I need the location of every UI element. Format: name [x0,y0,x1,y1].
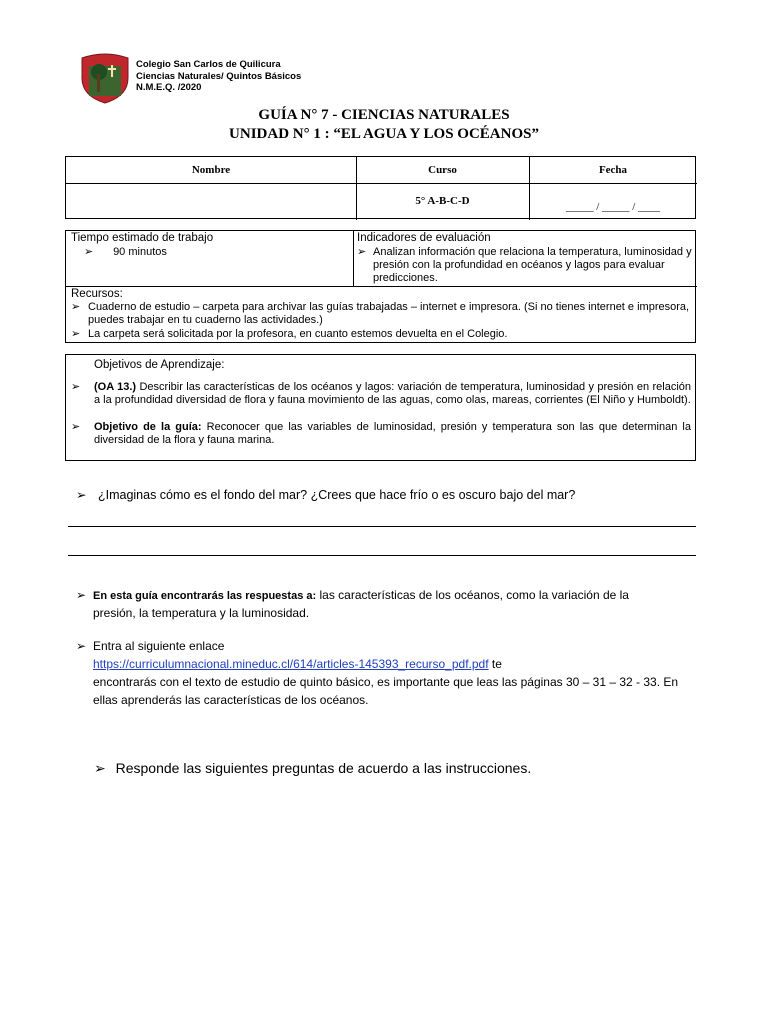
link-text: encontrarás con el texto de estudio de quinto básico, es importante que leas las páginas 30 – 31 – 32 - 33. En ellas aprenderás las características de los océanos. [93,675,679,707]
intro-question [76,487,575,502]
header-nombre: Nombre [191,164,231,176]
school-shield-icon [80,52,130,104]
resource-link[interactable]: https://curriculumnacional.mineduc.cl/614/articles-145393_recurso_pdf.pdf [93,657,489,671]
answers-intro-text: las características de los océanos, como la variación de la presión, la temperatura y la luminosidad. [93,588,629,620]
fecha-field[interactable]: _____ / _____ / ____ [565,201,661,213]
school-name: Colegio San Carlos de Quilicura [136,59,281,70]
link-after: te [488,657,502,671]
curso-value: 5° A-B-C-D [415,195,470,207]
objectives-box [65,354,696,461]
school-code: N.M.E.Q. /2020 [136,82,202,93]
time-title: Tiempo estimado de trabajo [71,232,214,244]
guide-label: Objetivo de la guía: [94,421,202,433]
answers-intro-bold: En esta guía encontrarás las respuestas a: [93,590,317,602]
guide-objective-item [71,421,691,447]
header-curso: Curso [428,164,457,176]
bullet-icon: ➢ [76,639,87,653]
resource-text-1: Cuaderno de estudio – carpeta para archivar las guías trabajadas – internet e impresora. (Si no tienes internet e impresora, puedes trabajar en tu cuaderno las actividades.) [88,301,690,326]
bullet-icon: ➢ [357,246,367,258]
indicator-text: Analizan información que relaciona la temperatura, luminosidad y presión con la profundidad en océanos y lagos para evaluar predicciones. [373,246,692,284]
link-intro: Entra al siguiente enlace [93,639,225,653]
bullet-icon: ➢ [71,301,81,313]
header-fecha: Fecha [598,164,628,176]
work-info-box [65,230,696,343]
time-item [84,246,167,259]
oa-label: (OA 13.) [94,381,137,393]
resource-item [71,301,691,327]
page-title [0,106,768,144]
bullet-icon: ➢ [76,488,87,502]
guide-text: Reconocer que las variables de luminosidad, presión y temperatura son las que determinan la diversidad de la flora y fauna marina. [94,421,691,446]
oa-item [71,381,691,407]
nombre-field[interactable] [70,189,352,215]
resources-title: Recursos: [71,288,123,300]
resource-item [71,328,691,341]
answer-line[interactable] [68,526,696,527]
oa-text: Describir las características de los océanos y lagos: variación de temperatura, luminosidad y presión en relación a la profundidad diversidad de flora y fauna movimiento de las aguas, como olas, mareas, corrientes (El Niño y Humboldt). [94,381,691,406]
school-logo [80,52,130,104]
title-line-2: UNIDAD N° 1 : “EL AGUA Y LOS OCÉANOS” [229,126,539,142]
school-header [136,59,301,94]
bullet-icon: ➢ [94,760,106,776]
answers-intro [76,587,666,622]
resource-text-2: La carpeta será solicitada por la profesora, en cuanto estemos devuelta en el Colegio. [88,328,508,340]
bullet-icon: ➢ [84,246,94,258]
link-section [76,637,696,709]
indicator-item [357,246,693,285]
student-info-table [65,156,696,219]
bullet-icon: ➢ [71,381,81,393]
bullet-icon: ➢ [71,328,81,340]
bullet-icon: ➢ [76,588,87,602]
subject-line: Ciencias Naturales/ Quintos Básicos [136,70,302,82]
time-value: 90 minutos [113,246,167,258]
title-line-1: GUÍA N° 7 - CIENCIAS NATURALES [258,107,510,123]
question-text: ¿Imaginas cómo es el fondo del mar? ¿Crees que hace frío o es oscuro bajo del mar? [97,488,576,502]
objectives-title: Objetivos de Aprendizaje: [94,359,225,371]
final-instruction-text: Responde las siguientes preguntas de acuerdo a las instrucciones. [115,760,532,776]
answer-line[interactable] [68,555,696,556]
indicators-title: Indicadores de evaluación [357,232,491,244]
final-instruction [94,760,531,777]
bullet-icon: ➢ [71,421,81,433]
